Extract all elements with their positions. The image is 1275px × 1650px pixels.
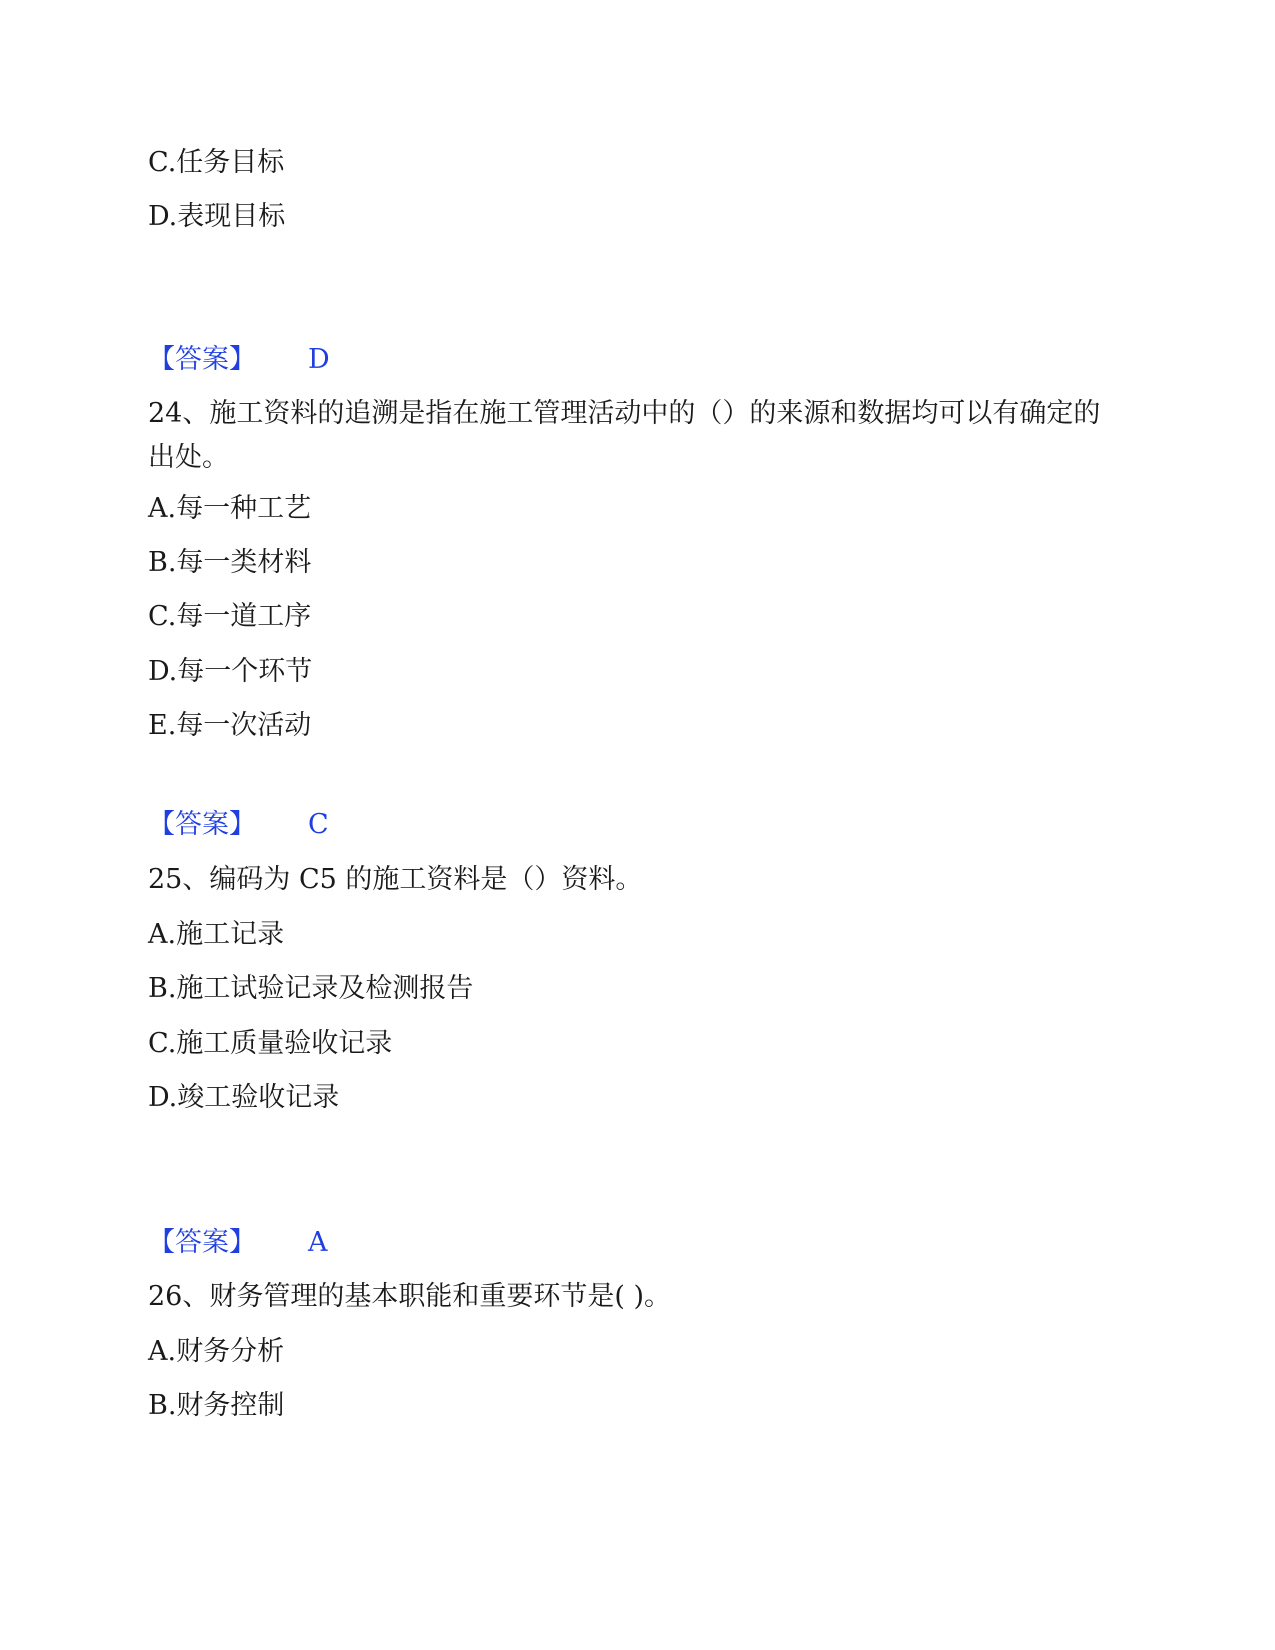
option-a-q25: A.施工记录 [148, 919, 285, 950]
option-b-q24: B.每一类材料 [148, 547, 312, 578]
option-c-q25: C.施工质量验收记录 [148, 1028, 393, 1059]
answer-q25 [148, 1226, 328, 1260]
option-a-q24: A.每一种工艺 [148, 493, 312, 524]
question-25: 25、编码为 C5 的施工资料是（）资料。 [148, 864, 643, 895]
question-26: 26、财务管理的基本职能和重要环节是( )。 [148, 1281, 672, 1312]
answer-label: 【答案】 [148, 344, 256, 375]
option-b-q25: B.施工试验记录及检测报告 [148, 973, 474, 1004]
answer-label: 【答案】 [148, 1227, 256, 1258]
option-b-q26: B.财务控制 [148, 1390, 285, 1421]
answer-q24 [148, 808, 329, 842]
option-e-q24: E.每一次活动 [148, 710, 312, 741]
option-a-q26: A.财务分析 [148, 1336, 285, 1367]
option-d-q23: D.表现目标 [148, 201, 286, 232]
option-c-q23: C.任务目标 [148, 147, 285, 178]
option-d-q24: D.每一个环节 [148, 656, 313, 687]
option-c-q24: C.每一道工序 [148, 601, 312, 632]
answer-value: D [308, 344, 330, 375]
answer-label: 【答案】 [148, 809, 256, 840]
answer-value: A [308, 1227, 328, 1258]
answer-value: C [308, 809, 329, 840]
question-24: 24、施工资料的追溯是指在施工管理活动中的（）的来源和数据均可以有确定的出处。 [148, 398, 1101, 473]
answer-q23 [148, 343, 330, 377]
option-d-q25: D.竣工验收记录 [148, 1082, 340, 1113]
